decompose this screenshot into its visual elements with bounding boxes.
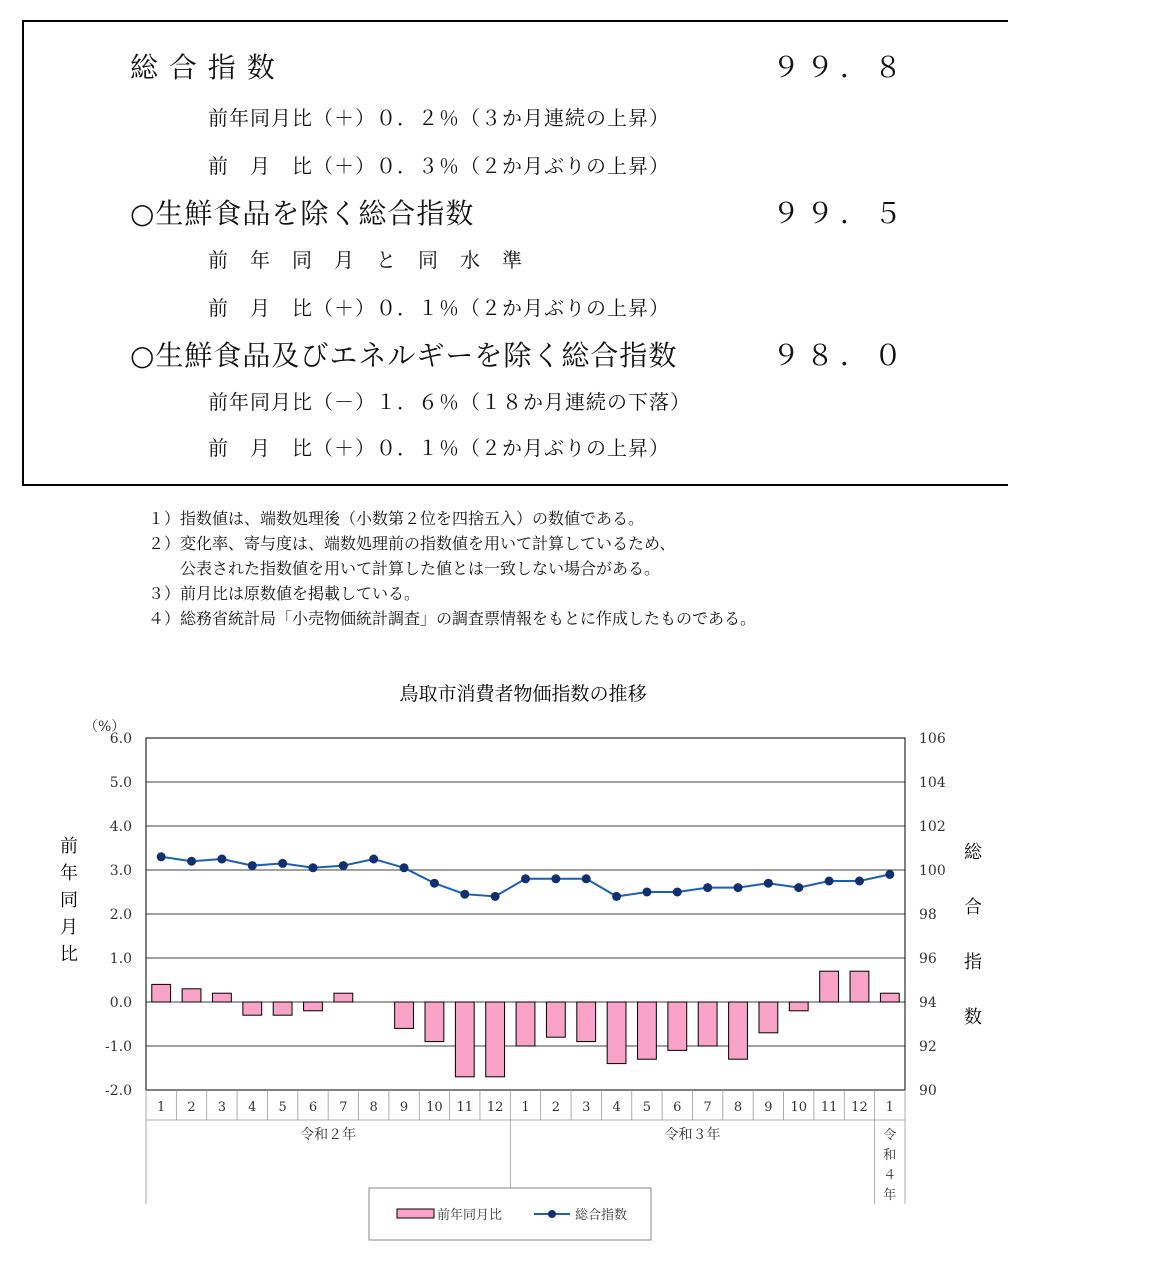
bar-yoy (395, 1002, 414, 1028)
bar-yoy (455, 1002, 474, 1077)
y-right-tick-label: 96 (919, 951, 937, 967)
point-total-index (521, 874, 530, 883)
year-group-label-char: 令 (883, 1128, 897, 1143)
point-total-index (369, 855, 378, 864)
point-total-index (248, 861, 257, 870)
excl-fresh-mom-line: 前 月 比（＋）０．１％（２か月ぶりの上昇） (208, 296, 670, 320)
point-total-index (734, 883, 743, 892)
bar-yoy (789, 1002, 808, 1011)
y-left-title-char: 年 (60, 863, 78, 884)
x-tick-label: 1 (885, 1100, 894, 1115)
x-tick-label: 2 (187, 1100, 196, 1115)
y-left-tick-label: 5.0 (109, 775, 132, 791)
excl-fresh-label: ○生鮮食品を除く総合指数 (130, 197, 475, 230)
x-tick-label: 6 (308, 1100, 318, 1115)
point-total-index (885, 870, 894, 879)
y-right-title-char: 総 (964, 842, 982, 863)
notes (148, 506, 756, 631)
point-total-index (460, 890, 469, 899)
x-tick-label: 2 (551, 1100, 561, 1115)
year-group-label-char: 年 (883, 1188, 897, 1203)
x-tick-label: 5 (278, 1100, 287, 1115)
point-total-index (400, 863, 409, 872)
bar-yoy (273, 1002, 292, 1015)
x-tick-label: 5 (642, 1100, 652, 1115)
legend-line-label: 総合指数 (575, 1208, 628, 1223)
y-right-tick-label: 94 (919, 995, 937, 1011)
point-total-index (764, 879, 773, 888)
x-tick-label: 8 (733, 1100, 743, 1115)
y-left-tick-label: 6.0 (109, 731, 132, 747)
y-right-title-char: 合 (964, 897, 982, 918)
bar-yoy (880, 993, 899, 1002)
x-tick-label: 11 (820, 1100, 838, 1115)
note-1: １）指数値は、端数処理後（小数第２位を四捨五入）の数値である。 (148, 509, 645, 528)
year-group-label-char: 和 (883, 1148, 897, 1163)
bar-yoy (759, 1002, 778, 1033)
y-left-title-char: 同 (60, 890, 78, 911)
point-total-index (582, 874, 591, 883)
bar-yoy (850, 971, 869, 1002)
bar-yoy (304, 1002, 323, 1011)
y-left-tick-label: 0.0 (109, 995, 132, 1011)
x-tick-label: 6 (673, 1100, 682, 1115)
bar-yoy (516, 1002, 535, 1046)
x-tick-label: 7 (339, 1100, 348, 1115)
y-right-tick-label: 98 (919, 907, 937, 923)
x-tick-label: 11 (456, 1100, 474, 1115)
point-total-index (642, 888, 651, 897)
x-tick-label: 8 (369, 1100, 378, 1115)
x-tick-label: 9 (764, 1100, 773, 1115)
total-yoy-line: 前年同月比（＋）０．２％（３か月連続の上昇） (208, 106, 670, 130)
point-total-index (551, 874, 560, 883)
total-index-value: ９９．８ (772, 51, 909, 84)
y-left-tick-label: -2.0 (105, 1083, 132, 1099)
excl-fresh-value: ９９．５ (772, 197, 909, 230)
legend-bar-label: 前年同月比 (437, 1208, 503, 1223)
point-total-index (855, 877, 864, 886)
cpi-chart (0, 670, 1152, 1270)
y-right-tick-label: 102 (919, 819, 946, 835)
excl-fresh-energy-value: ９８．０ (772, 339, 909, 372)
excl-fresh-energy-label: ○生鮮食品及びエネルギーを除く総合指数 (130, 339, 678, 372)
y-right-title-char: 数 (964, 1007, 982, 1028)
bar-yoy (668, 1002, 687, 1050)
note-5: ４）総務省統計局「小売物価統計調査」の調査票情報をもとに作成したものである。 (148, 609, 757, 628)
point-total-index (825, 877, 834, 886)
point-total-index (430, 879, 439, 888)
y-right-tick-label: 106 (919, 731, 946, 747)
x-tick-label: 1 (157, 1100, 166, 1115)
point-total-index (673, 888, 682, 897)
bar-yoy (546, 1002, 565, 1037)
bar-yoy (729, 1002, 748, 1059)
x-tick-label: 1 (521, 1100, 530, 1115)
bar-yoy (820, 971, 839, 1002)
note-4: ３）前月比は原数値を掲載している。 (148, 584, 421, 603)
y-left-tick-label: 2.0 (109, 907, 132, 923)
y-right-tick-label: 90 (919, 1083, 937, 1099)
y-left-tick-label: 1.0 (109, 951, 132, 967)
note-3: 公表された指数値を用いて計算した値とは一致しない場合がある。 (148, 559, 661, 578)
y-left-tick-label: 3.0 (109, 863, 132, 879)
x-tick-label: 12 (851, 1100, 868, 1115)
x-tick-label: 10 (426, 1100, 443, 1115)
summary-box (22, 20, 1008, 486)
x-tick-label: 4 (248, 1100, 257, 1115)
bar-yoy (152, 984, 171, 1002)
point-total-index (217, 855, 226, 864)
bar-yoy (334, 993, 353, 1002)
year-group-label: 令和３年 (664, 1127, 721, 1143)
point-total-index (308, 863, 317, 872)
bar-yoy (182, 989, 201, 1002)
point-total-index (157, 852, 166, 861)
year-group-label: 令和２年 (300, 1127, 357, 1143)
x-tick-label: 9 (399, 1100, 409, 1115)
x-tick-label: 7 (703, 1100, 712, 1115)
note-2: ２）変化率、寄与度は、端数処理前の指数値を用いて計算しているため、 (148, 534, 676, 553)
x-tick-label: 3 (217, 1100, 227, 1115)
bar-yoy (577, 1002, 596, 1042)
total-mom-line: 前 月 比（＋）０．３％（２か月ぶりの上昇） (208, 154, 670, 178)
bar-yoy (607, 1002, 626, 1064)
point-total-index (794, 883, 803, 892)
point-total-index (612, 892, 621, 901)
y-right-title-char: 指 (964, 952, 982, 973)
excl-fresh-energy-mom-line: 前 月 比（＋）０．１％（２か月ぶりの上昇） (208, 436, 670, 460)
excl-fresh-energy-yoy-line: 前年同月比（－）１．６％（１８か月連続の下落） (208, 390, 691, 414)
y-left-unit: （%） (84, 719, 126, 735)
legend-bar-swatch (397, 1209, 434, 1218)
y-left-tick-label: 4.0 (109, 819, 132, 835)
y-left-tick-label: -1.0 (105, 1039, 132, 1055)
x-tick-label: 4 (612, 1100, 621, 1115)
x-tick-label: 10 (790, 1100, 808, 1115)
x-tick-label: 3 (582, 1100, 591, 1115)
legend-line-marker (548, 1210, 556, 1218)
bar-yoy (486, 1002, 505, 1077)
y-left-title-char: 月 (60, 917, 78, 938)
y-right-tick-label: 92 (919, 1039, 937, 1055)
excl-fresh-yoy-line: 前 年 同 月 と 同 水 準 (208, 248, 523, 272)
chart-title: 鳥取市消費者物価指数の推移 (399, 683, 647, 705)
point-total-index (187, 857, 196, 866)
bar-yoy (243, 1002, 262, 1015)
y-right-tick-label: 104 (919, 775, 946, 791)
bar-yoy (212, 993, 231, 1002)
bar-yoy (698, 1002, 717, 1046)
point-total-index (703, 883, 712, 892)
year-group-label-char: ４ (883, 1168, 897, 1183)
point-total-index (339, 861, 348, 870)
y-left-title-char: 比 (60, 944, 78, 965)
x-tick-label: 12 (486, 1100, 504, 1115)
bar-yoy (425, 1002, 444, 1042)
total-index-label: 総 合 指 数 (130, 51, 276, 84)
bar-yoy (638, 1002, 657, 1059)
y-left-title-char: 前 (60, 836, 78, 857)
point-total-index (491, 892, 500, 901)
y-right-tick-label: 100 (919, 863, 946, 879)
point-total-index (278, 859, 287, 868)
